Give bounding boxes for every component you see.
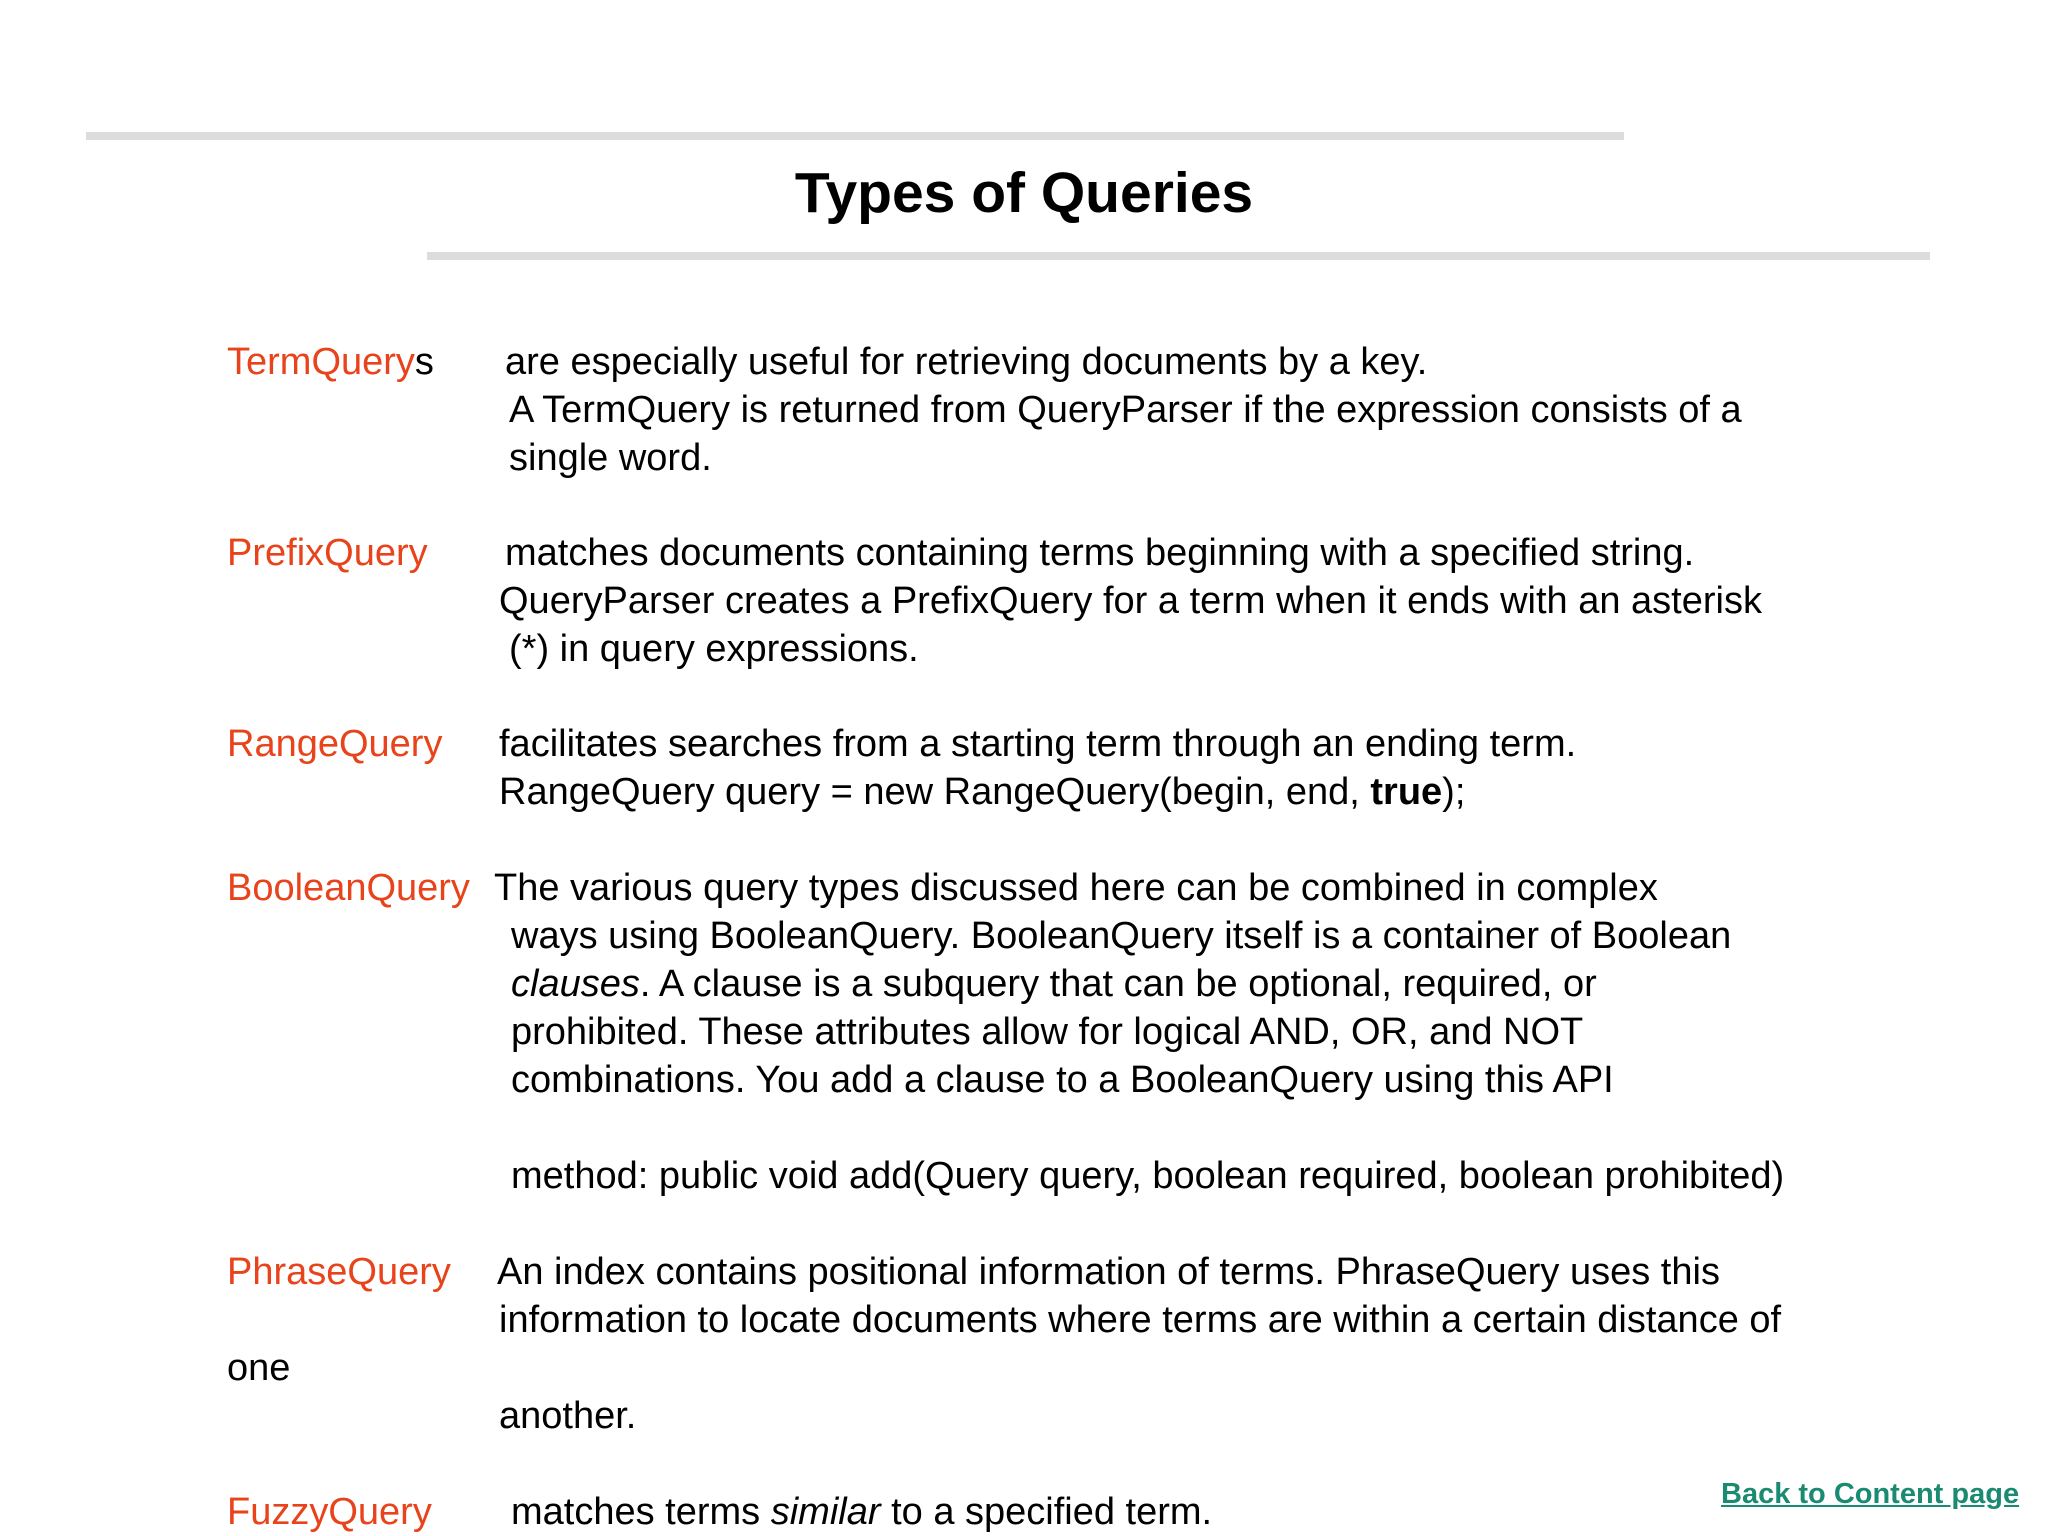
fuzzyquery-desc-after: to a specified term. — [880, 1491, 1213, 1533]
phrasequery-desc-line-2: information to locate documents where terms are within a certain distance of — [499, 1299, 1782, 1341]
prefixquery-desc-line-2: QueryParser creates a PrefixQuery for a term when it ends with an asterisk — [499, 580, 1762, 622]
rangequery-name: RangeQuery — [227, 723, 443, 765]
phrasequery-name: PhraseQuery — [227, 1251, 451, 1293]
rangequery-code-after: ); — [1442, 771, 1466, 813]
termquery-label — [227, 338, 434, 386]
termquery-desc-line-3: single word. — [509, 437, 712, 479]
prefixquery-desc-line-3: (*) in query expressions. — [509, 628, 919, 670]
back-to-content-link[interactable]: Back to Content page — [1721, 1478, 2020, 1510]
phrasequery-desc-line-4: another. — [499, 1395, 637, 1437]
termquery-desc-line-1: are especially useful for retrieving documents by a key. — [505, 341, 1428, 383]
fuzzyquery-name: FuzzyQuery — [227, 1491, 432, 1533]
phrasequery-desc-line-1: An index contains positional information of terms. PhraseQuery uses this — [497, 1251, 1720, 1293]
booleanquery-name: BooleanQuery — [227, 867, 470, 909]
title-divider — [427, 252, 1930, 260]
prefixquery-name: PrefixQuery — [227, 532, 428, 574]
booleanquery-desc-line-3 — [511, 960, 1597, 1008]
termquery-name: TermQuery — [227, 341, 415, 383]
booleanquery-clauses-term: clauses — [511, 963, 640, 1005]
page-title: Types of Queries — [794, 161, 1254, 225]
rangequery-code-before: RangeQuery query = new RangeQuery(begin, end, — [499, 771, 1371, 813]
fuzzyquery-similar-term: similar — [770, 1491, 881, 1533]
booleanquery-desc-line-2: ways using BooleanQuery. BooleanQuery itself is a container of Boolean — [511, 915, 1732, 957]
rangequery-code-line — [499, 768, 1465, 816]
booleanquery-desc-line-5: combinations. You add a clause to a BooleanQuery using this API — [511, 1059, 1614, 1101]
rangequery-code-keyword: true — [1370, 771, 1443, 813]
fuzzyquery-desc-before: matches terms — [511, 1491, 771, 1533]
phrasequery-desc-line-3: one — [227, 1347, 291, 1389]
booleanquery-desc-line-4: prohibited. These attributes allow for logical AND, OR, and NOT — [511, 1011, 1584, 1053]
termquery-suffix: s — [414, 341, 434, 383]
rangequery-desc-line-1: facilitates searches from a starting term through an ending term. — [499, 723, 1577, 765]
fuzzyquery-desc-line-1 — [511, 1488, 1212, 1536]
booleanquery-api-method: method: public void add(Query query, boolean required, boolean prohibited) — [511, 1155, 1785, 1197]
booleanquery-desc-line-3-rest: . A clause is a subquery that can be optional, required, or — [639, 963, 1597, 1005]
prefixquery-desc-line-1: matches documents containing terms beginning with a specified string. — [505, 532, 1695, 574]
top-divider — [86, 132, 1624, 140]
termquery-desc-line-2: A TermQuery is returned from QueryParser if the expression consists of a — [509, 389, 1742, 431]
booleanquery-desc-line-1: The various query types discussed here can be combined in complex — [494, 867, 1658, 909]
